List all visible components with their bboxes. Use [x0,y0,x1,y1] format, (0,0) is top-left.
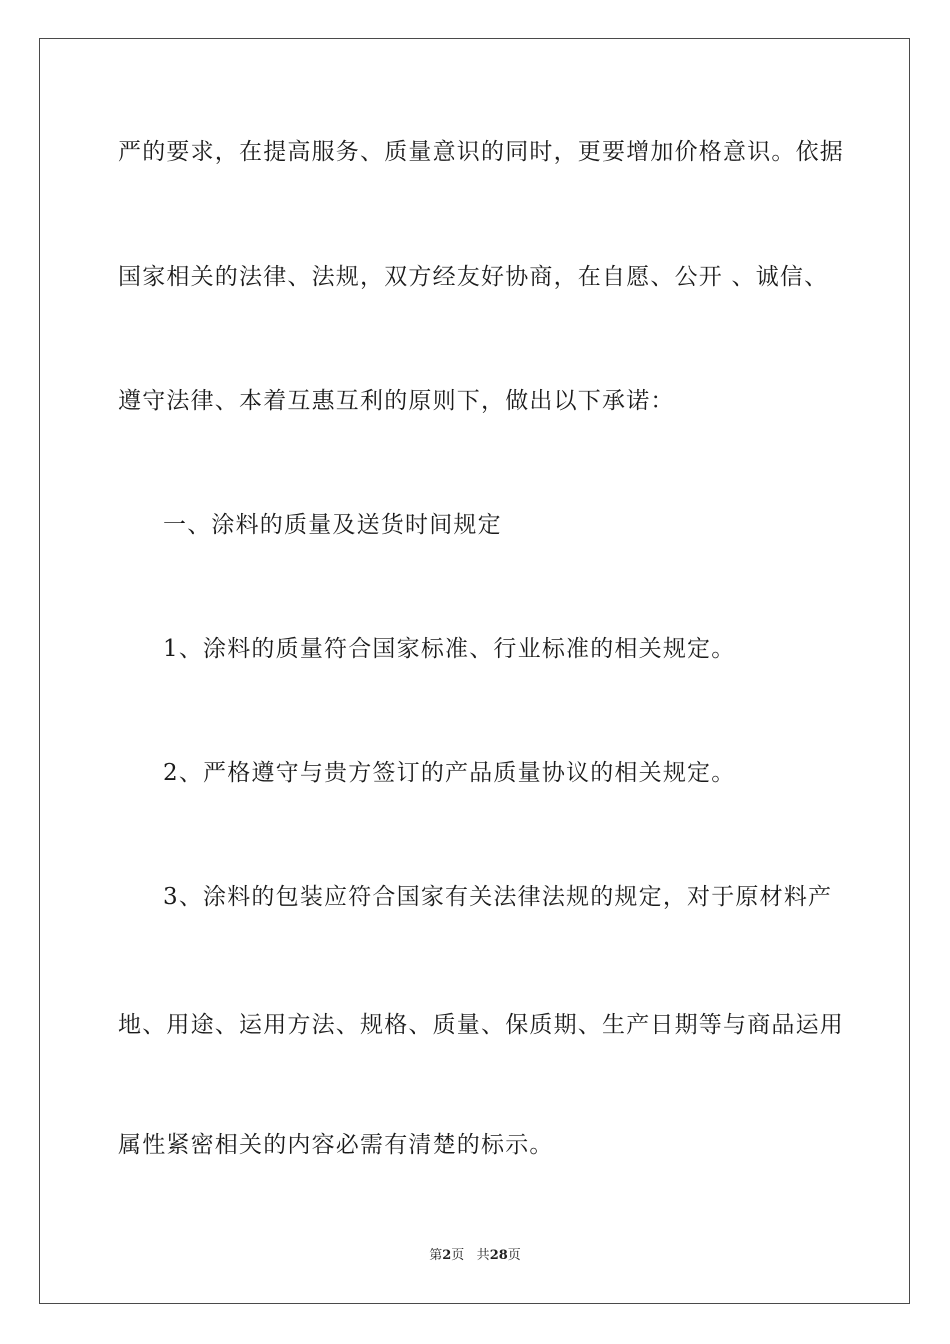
footer-total-pages: 28 [489,1248,508,1263]
paragraph-line-1: 严的要求，在提高服务、质量意识的同时，更要增加价格意识。依据 [118,139,844,165]
list-item-3-line-2: 地、用途、运用方法、规格、质量、保质期、生产日期等与商品运用 [118,1012,844,1038]
footer-page-number: 2 [442,1248,452,1263]
footer-page-suffix: 页 [451,1248,465,1263]
list-item-3-line-3: 属性紧密相关的内容必需有清楚的标示。 [118,1132,554,1158]
footer-total-prefix: 共 [476,1248,490,1263]
page-footer [0,1247,950,1265]
paragraph-line-3: 遵守法律、本着互惠互利的原则下，做出以下承诺： [118,388,675,414]
list-item-3-line-1: 3、涂料的包装应符合国家有关法律法规的规定，对于原材料产 [163,884,833,910]
footer-total-suffix: 页 [507,1248,521,1263]
list-item-2: 2、严格遵守与贵方签订的产品质量协议的相关规定。 [163,760,736,786]
paragraph-line-2: 国家相关的法律、法规，双方经友好协商，在自愿、公开 、诚信、 [118,264,829,290]
footer-page-prefix: 第 [429,1248,443,1263]
section-heading: 一、涂料的质量及送货时间规定 [163,512,502,538]
list-item-1: 1、涂料的质量符合国家标准、行业标准的相关规定。 [163,636,736,662]
page-border [39,38,910,1304]
